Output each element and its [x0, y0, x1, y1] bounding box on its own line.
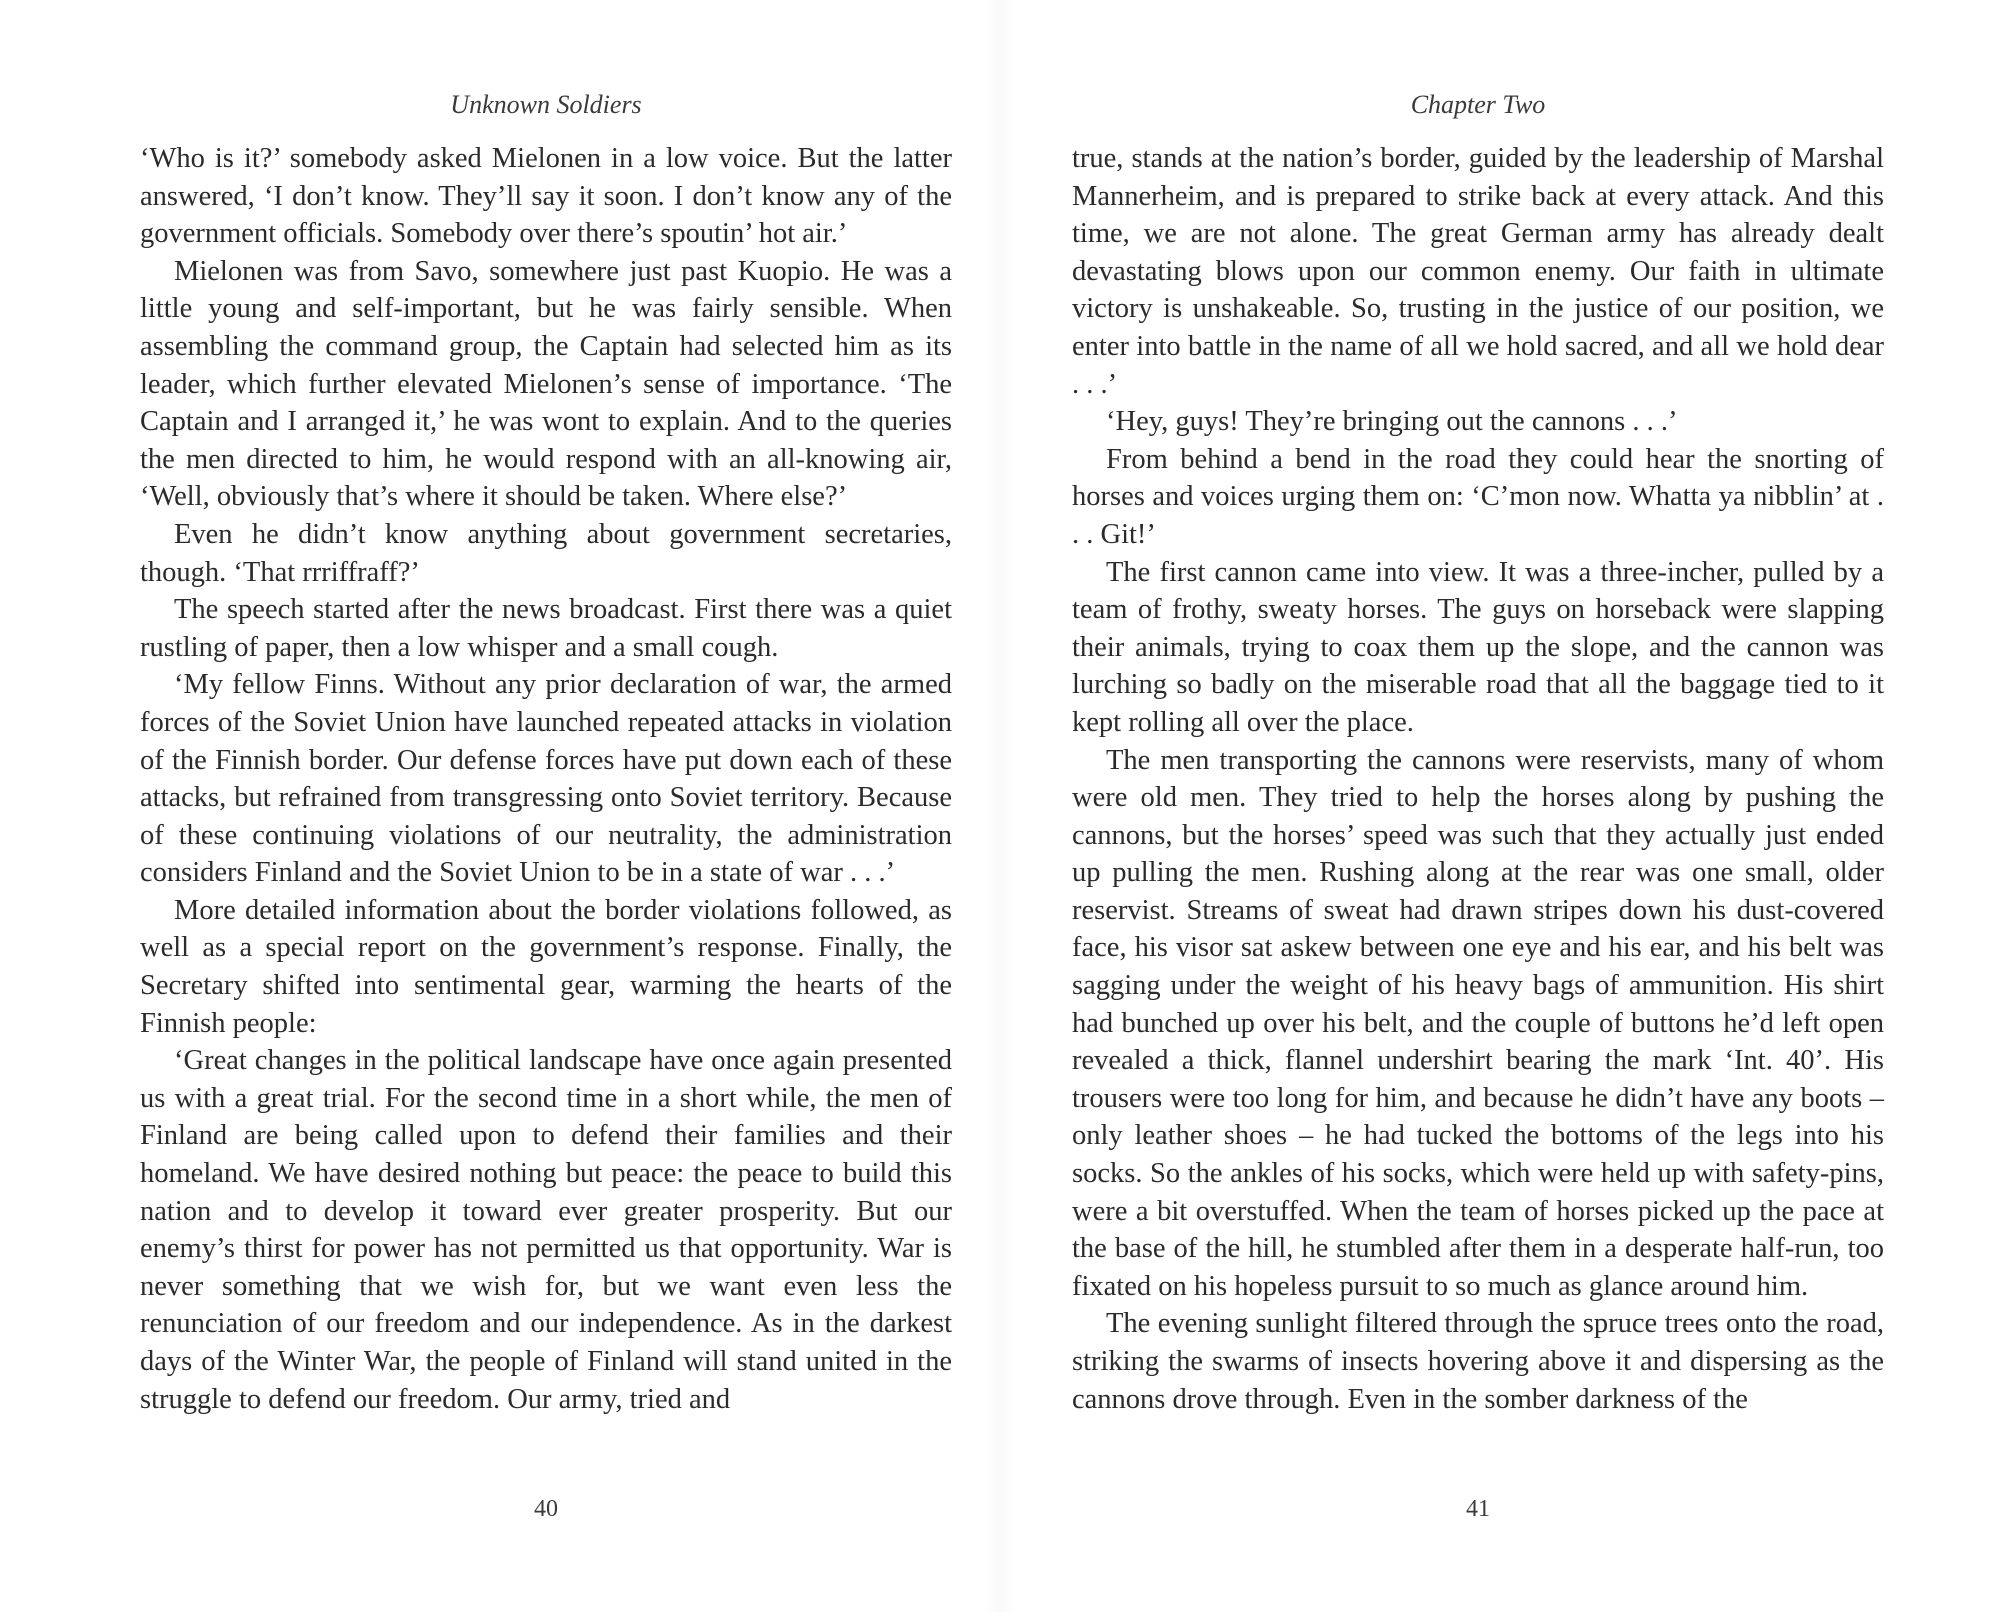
paragraph: The speech started after the news broadcast. First there was a quiet rustling of paper, then a low whisper and a small cough. [140, 594, 952, 663]
paragraph: true, stands at the nation’s border, guided by the leadership of Marshal Mannerheim, and is prepared to strike back at every attack. And this time, we are not alone. The great German army has already dealt devastating blows upon our common enemy. Our faith in ultimate victory is unshakeable. So, trusting in the justice of our position, we enter into battle in the name of all we hold sacred, and all we hold dear . . .’ [1072, 143, 1884, 400]
page-number: 41 [1466, 1496, 1490, 1522]
paragraph: Even he didn’t know anything about government secretaries, though. ‘That rrriffraff?’ [140, 518, 952, 588]
paragraph: ‘Hey, guys! They’re bringing out the cannons . . .’ [1106, 406, 1678, 438]
gutter [985, 0, 1015, 1612]
left-page [140, 0, 952, 1612]
page-number: 40 [534, 1496, 558, 1522]
body-text [140, 140, 952, 1418]
paragraph: ‘Great changes in the political landscape have once again presented us with a great trial. For the second time in a short while, the men of Finland are being called upon to defend their families and their homeland. We have desired nothing but peace: the peace to build this nation and to develop it toward ever greater prosperity. But our enemy’s thirst for power has not permitted us that opportunity. War is never something that we wish for, but we want even less the renunciation of our freedom and our independence. As in the darkest days of the Winter War, the people of Finland will stand united in the struggle to defend our freedom. Our army, tried and [140, 1045, 952, 1415]
body-text [1072, 140, 1884, 1418]
paragraph: Mielonen was from Savo, somewhere just past Kuopio. He was a little young and self-important, but he was fairly sensible. When assembling the command group, the Captain had selected him as its leader, which further elevated Mielonen’s sense of importance. ‘The Captain and I arranged it,’ he was wont to explain. And to the queries the men directed to him, he would respond with an all-knowing air, ‘Well, obviously that’s where it should be taken. Where else?’ [140, 255, 952, 513]
paragraph: The men transporting the cannons were reservists, many of whom were old men. They tried to help the horses along by pushing the cannons, but the horses’ speed was such that they actually just ended up pulling the men. Rushing along at the rear was one small, older reservist. Streams of sweat had drawn stripes down his dust-covered face, his visor sat askew between one eye and his ear, and his belt was sagging under the weight of his heavy bags of ammunition. His shirt had bunched up over his belt, and the couple of buttons he’d left open revealed a thick, flannel undershirt bearing the mark ‘Int. 40’. His trousers were too long for him, and because he didn’t have any boots – only leather shoes – he had tucked the bottoms of the legs into his socks. So the ankles of his socks, which were held up with safety-pins, were a bit overstuffed. When the team of horses picked up the pace at the base of the hill, he stumbled after them in a desperate half-run, too fixated on his hopeless pursuit to so much as glance around him. [1072, 744, 1884, 1302]
running-head: Unknown Soldiers [450, 90, 642, 119]
paragraph: ‘My fellow Finns. Without any prior declaration of war, the armed forces of the Soviet Union have launched repeated attacks in violation of the Finnish border. Our defense forces have put down each of these attacks, but refrained from transgressing onto Soviet territory. Because of these continuing violations of our neutrality, the administration considers Finland and the Soviet Union to be in a state of war . . .’ [140, 669, 952, 889]
paragraph: ‘Who is it?’ somebody asked Mielonen in a low voice. But the latter answered, ‘I don’t know. They’ll say it soon. I don’t know any of the government officials. Somebody over there’s spoutin’ hot air.’ [140, 143, 952, 250]
paragraph: More detailed information about the border violations followed, as well as a special report on the government’s response. Finally, the Secretary shifted into sentimental gear, warming the hearts of the Finnish people: [140, 894, 952, 1039]
paragraph: The evening sunlight filtered through the spruce trees onto the road, striking the swarms of insects hovering above it and dispersing as the cannons drove through. Even in the somber darkness of the [1072, 1308, 1884, 1415]
running-head: Chapter Two [1410, 90, 1546, 119]
paragraph: From behind a bend in the road they could hear the snorting of horses and voices urging them on: ‘C’mon now. Whatta ya nibblin’ at . . . Git!’ [1072, 443, 1884, 550]
right-page [1072, 0, 1884, 1612]
paragraph: The first cannon came into view. It was a three-incher, pulled by a team of frothy, sweaty horses. The guys on horseback were slapping their animals, trying to coax them up the slope, and the cannon was lurching so badly on the miserable road that all the baggage tied to it kept rolling all over the place. [1072, 556, 1884, 738]
